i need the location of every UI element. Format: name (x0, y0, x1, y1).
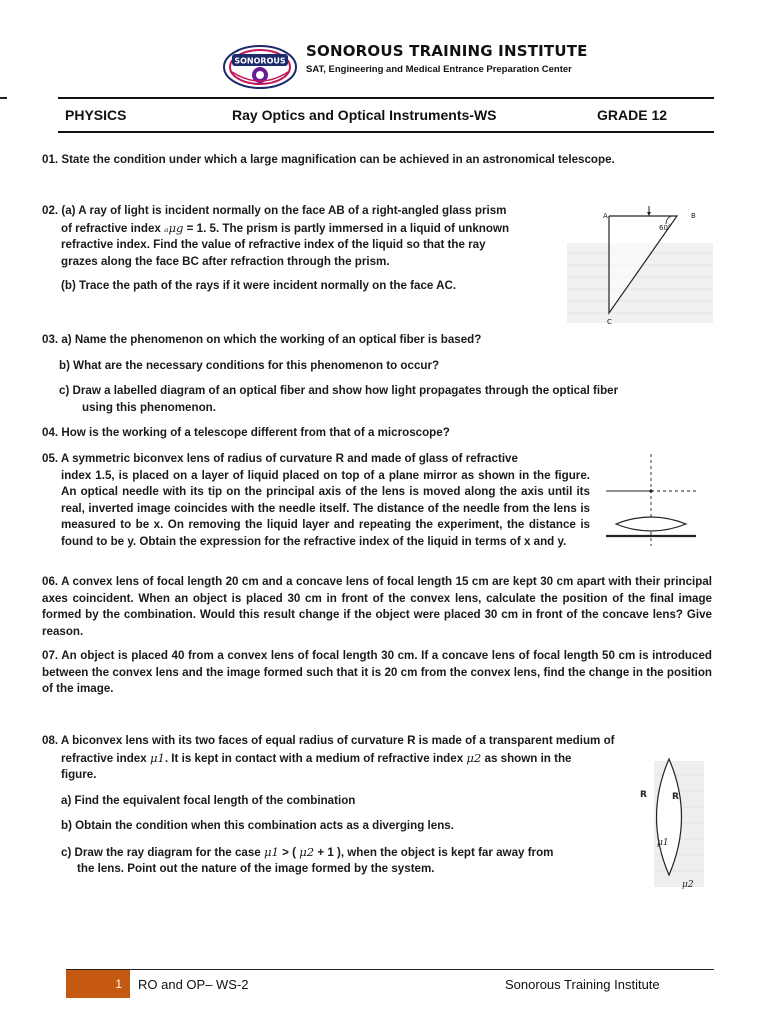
mu1-symbol: μ1 (149, 750, 165, 765)
mu-ag-symbol: ₐμg (164, 220, 184, 235)
question-06: 06. A convex lens of focal length 20 cm and a concave lens of focal length 15 cm are kept 30 cm apart with their principal axes coincident. When an object is placed 30 cm in front of the convex lens, calculate the position of the final image formed by the combination. Would this result change if the object were placed 30 cm in front of the concave lens? Give reason. (42, 575, 712, 638)
prism-angle-label: 60° (659, 224, 672, 232)
subject-label: PHYSICS (65, 107, 127, 123)
question-03: 03. a) Name the phenomenon on which the working of an optical fiber is based? b) What are the necessary conditions for this phenomenon to occur? c) Draw a labelled diagram of an optical fiber and show how light propagates through the optical fiber using this phenomenon. (42, 333, 619, 414)
prism-label-a: A (603, 212, 608, 220)
prism-label-c: C (607, 318, 612, 326)
mu2-symbol: μ2 (466, 750, 482, 765)
header-bottom-rule (58, 131, 714, 133)
question-05: 05. A symmetric biconvex lens of radius of curvature R and made of glass of refractive index 1.5, is placed on a layer of liquid placed on top of a plane mirror as shown in the figure. An optical needle with its tip on the principal axis of the lens is moved along the axis until its real, inverted image coincides with the needle itself. The distance of the needle from the lens is measured to be x. On removing the liquid layer and repeating the experiment, the distance is found to be y. Obtain the expression for the refractive index of the liquid in terms of x and y. (42, 452, 590, 548)
question-02: 02. (a) A ray of light is incident normally on the face AB of a right-angled glass prism of refractive index ₐμg = 1. 5. The prism is partly immersed in a liquid of unknown refractive index. Find the value of refractive index of the liquid so that the ray grazes along the face BC after refraction through the prism. (b) Trace the path of the rays if it were incident normally on the face AC. (42, 204, 510, 292)
prism-label-b: B (691, 212, 696, 220)
lens-label-r-right: R (672, 792, 679, 802)
question-08: 08. A biconvex lens with its two faces of equal radius of curvature R is made of a transparent medium of refractive index μ1. It is kept in contact with a medium of refractive index μ2 as shown in the figure. a) Find the equivalent focal length of the combination b) Obtain the condition when this combination acts as a diverging lens. c) Draw the ray diagram for the case μ1 > ( μ2 + 1 ), when the object is kept far away from the lens. Point out the nature of the image formed by the system. (42, 734, 615, 875)
worksheet-title: Ray Optics and Optical Instruments-WS (232, 107, 497, 123)
logo-text: SONOROUS (234, 56, 286, 66)
prism-figure (567, 203, 713, 327)
question-04: 04. How is the working of a telescope different from that of a microscope? (42, 426, 450, 439)
lens-label-mu2: μ2 (682, 880, 694, 890)
footer-worksheet-code: RO and OP– WS-2 (138, 977, 249, 992)
biconvex-lens-figure (632, 755, 712, 895)
institute-tagline: SAT, Engineering and Medical Entrance Preparation Center (306, 64, 572, 75)
question-07: 07. An object is placed 40 from a convex lens of focal length 30 cm. If a concave lens of focal length 50 cm is introduced between the convex lens and the image formed such that it is 20 cm from the convex lens, find the change in the position of the image. (42, 649, 712, 695)
grade-label: GRADE 12 (597, 107, 668, 123)
institute-logo (222, 44, 298, 90)
institute-name: SONOROUS TRAINING INSTITUTE (306, 42, 588, 60)
header-top-rule (58, 97, 714, 99)
footer-rule (66, 969, 714, 970)
footer-institute: Sonorous Training Institute (505, 977, 660, 992)
needle-lens-figure (596, 454, 706, 550)
question-01: 01. State the condition under which a large magnification can be achieved in an astronomical telescope. (42, 153, 615, 166)
margin-tick (0, 97, 7, 99)
lens-label-mu1: μ1 (657, 838, 669, 848)
page-number: 1 (115, 977, 122, 991)
lens-label-r-left: R (640, 790, 647, 800)
